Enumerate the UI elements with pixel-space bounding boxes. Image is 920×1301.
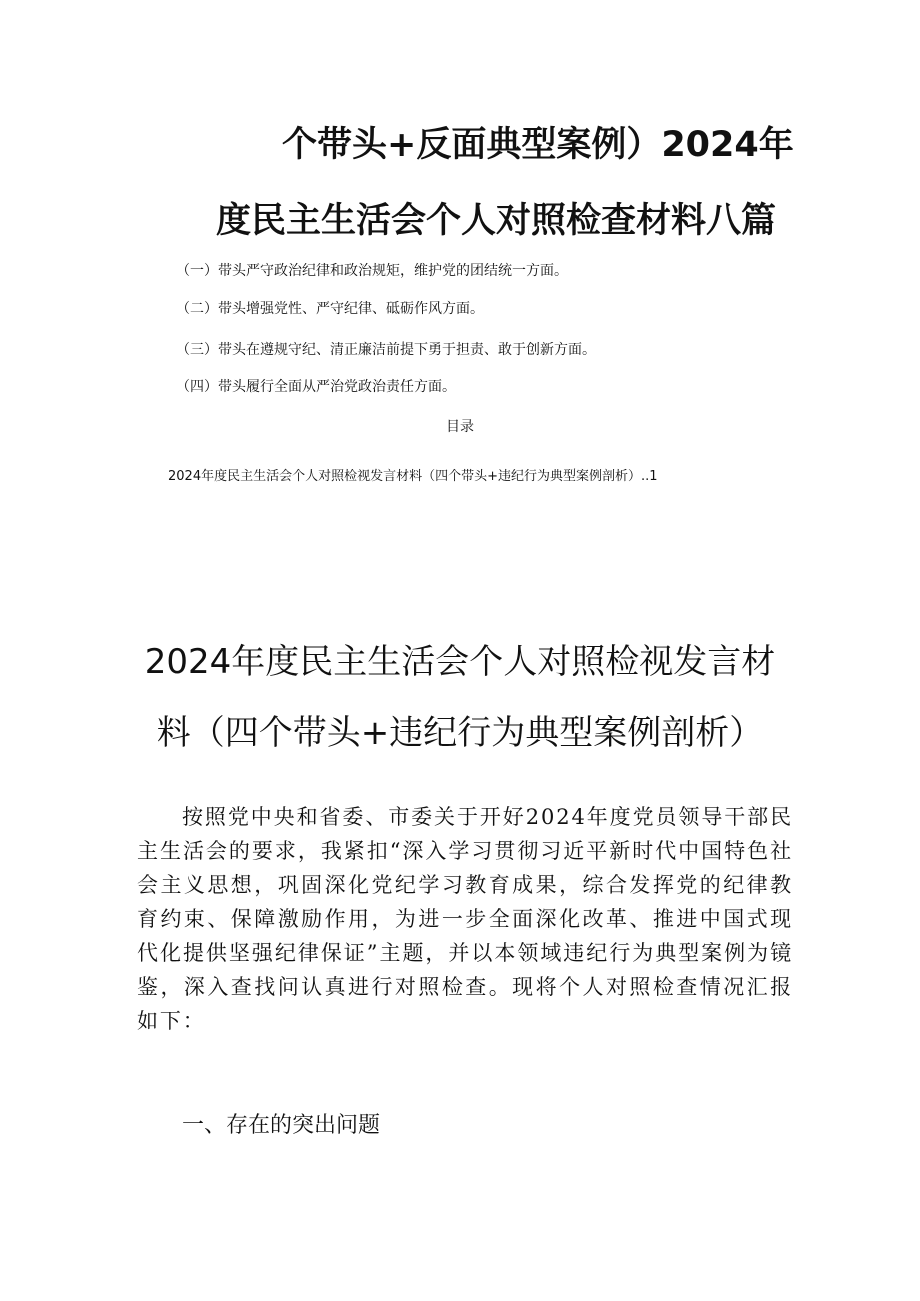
intro-paragraph: 按照党中央和省委、市委关于开好2024年度党员领导干部民主生活会的要求，我紧扣“深入学习贯彻习近平新时代中国特色社会主义思想，巩固深化党纪学习教育成果，综合发挥党的纪律教育约束、保障激励作用，为进一步全面深化改革、推进中国式现代化提供坚强纪律保证”主题，并以本领域违纪行为典型案例为镜鉴，深入查找问认真进行对照检查。现将个人对照检查情况汇报如下： — [137, 805, 793, 1033]
topic-item-2: （二）带头增强党性、严守纪律、砥砺作风方面。 — [176, 301, 484, 317]
cover-title-line-1: 个带头+反面典型案例）2024年 — [282, 125, 794, 165]
toc-entry-1[interactable]: 2024年度民主生活会个人对照检视发言材料（四个带头+违纪行为典型案例剖析）..1 — [168, 469, 658, 484]
topic-item-3: （三）带头在遵规守纪、清正廉洁前提下勇于担责、敢于创新方面。 — [176, 342, 596, 358]
section-heading: 一、存在的突出问题 — [182, 1113, 381, 1138]
toc-heading: 目录 — [446, 419, 474, 435]
cover-title-line-2: 度民主生活会个人对照检查材料八篇 — [216, 201, 777, 241]
document-title-line-1: 2024年度民主生活会个人对照检视发言材 — [144, 642, 776, 682]
topic-item-4: （四）带头履行全面从严治党政治责任方面。 — [176, 379, 456, 395]
document-title-line-2: 料（四个带头+违纪行为典型案例剖析） — [156, 713, 764, 753]
topic-item-1: （一）带头严守政治纪律和政治规矩，维护党的团结统一方面。 — [176, 263, 568, 279]
